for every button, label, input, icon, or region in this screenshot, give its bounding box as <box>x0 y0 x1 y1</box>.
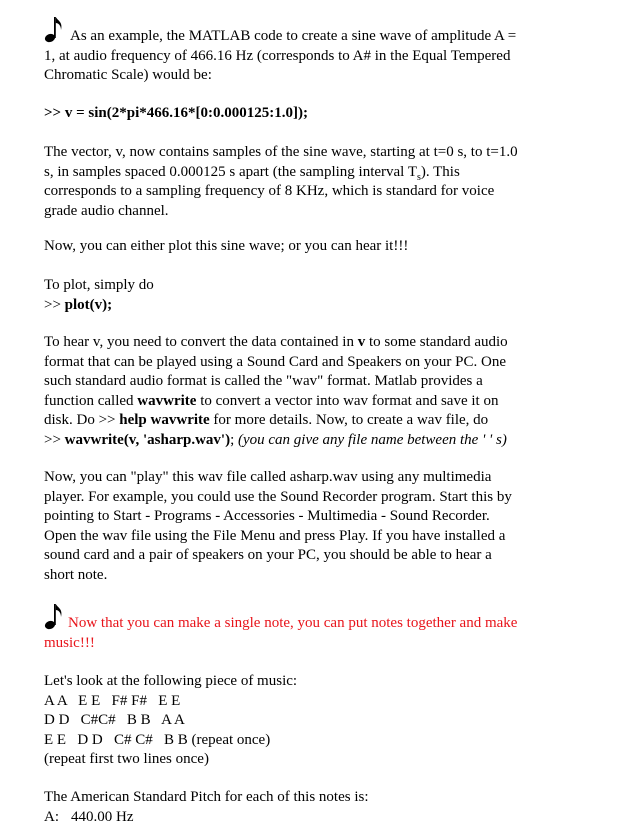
hear-line <box>44 411 596 431</box>
play-paragraph <box>44 468 596 585</box>
play-line: short note. <box>44 566 108 583</box>
hear-text: disk. Do >> <box>44 412 120 428</box>
piece-intro: Let's look at the following piece of music: <box>44 673 298 689</box>
hear-text: to some standard audio <box>365 334 508 350</box>
intro-paragraph <box>44 27 596 86</box>
plot-command-line <box>44 296 596 316</box>
piece-notes-line: D D C#C# B B A A <box>44 712 185 728</box>
intro-line: As an example, the MATLAB code to create a sine wave of amplitude A = <box>70 28 517 44</box>
music-heading-line: music!!! <box>44 634 95 651</box>
hear-line <box>44 392 596 412</box>
vector-line-part: s, in samples spaced 0.000125 s apart (the sampling interval T <box>44 163 417 180</box>
hear-bold: v <box>357 334 366 350</box>
hear-line: such standard audio format is called the "wav" format. Matlab provides a <box>44 373 483 389</box>
hear-text: function called <box>44 392 138 409</box>
play-line: player. For example, you could use the Sound Recorder program. Start this by <box>44 488 512 505</box>
piece-paragraph <box>44 672 596 770</box>
prompt: >> <box>44 296 65 313</box>
either-paragraph <box>44 237 596 257</box>
hear-line <box>44 333 596 353</box>
play-line: Open the wav file using the File Menu and press Play. If you have installed a <box>44 527 506 544</box>
hear-text: To hear v, you need to convert the data contained in <box>44 334 358 350</box>
play-line: pointing to Start - Programs - Accessories - Multimedia - Sound Recorder. <box>44 508 490 524</box>
pitch-frequency: 440.00 Hz <box>71 808 134 825</box>
piece-notes-line: A A E E F# F# E E <box>44 692 181 709</box>
vector-line: corresponds to a sampling frequency of 8 KHz, which is standard for voice <box>44 183 495 199</box>
code-sine-text: >> v = sin(2*pi*466.16*[0:0.000125:1.0]); <box>44 105 308 121</box>
intro-line: Chromatic Scale) would be: <box>44 67 212 83</box>
pitch-note: A: <box>44 808 59 825</box>
pitch-row <box>44 808 596 828</box>
hear-line <box>44 431 596 451</box>
pitch-paragraph <box>44 788 596 827</box>
vector-line: grade audio channel. <box>44 202 169 219</box>
piece-notes-line: (repeat first two lines once) <box>44 751 209 767</box>
subscript: s <box>416 171 421 183</box>
plot-paragraph <box>44 276 596 315</box>
hear-bold: help wavwrite <box>119 412 210 428</box>
play-line: sound card and a pair of speakers on your PC, you should be able to hear a <box>44 547 492 563</box>
vector-paragraph <box>44 143 596 221</box>
plot-line: To plot, simply do <box>44 277 154 293</box>
hear-text: >> <box>44 431 65 448</box>
hear-paragraph <box>44 333 596 450</box>
hear-text: for more details. Now, to create a wav file, do <box>209 412 489 428</box>
plot-command: plot(v); <box>64 296 113 313</box>
hear-line: format that can be played using a Sound Card and Speakers on your PC. One <box>44 353 506 370</box>
either-line: Now, you can either plot this sine wave; or you can hear it!!! <box>44 238 409 254</box>
hear-italic: (you can give any file name between the ' ' s) <box>238 431 507 448</box>
pitch-intro: The American Standard Pitch for each of this notes is: <box>44 789 369 805</box>
music-heading <box>44 614 596 653</box>
intro-line: 1, at audio frequency of 466.16 Hz (corresponds to A# in the Equal Tempered <box>44 47 511 64</box>
hear-bold: wavwrite <box>137 392 197 409</box>
music-heading-line: Now that you can make a single note, you can put notes together and make <box>68 615 518 631</box>
play-line: Now, you can "play" this wav file called asharp.wav using any multimedia <box>44 469 492 485</box>
hear-bold: wavwrite(v, 'asharp.wav') <box>64 431 231 448</box>
vector-line-part: ). This <box>420 163 460 180</box>
vector-line <box>44 163 596 183</box>
hear-text: to convert a vector into wav format and save it on <box>196 392 499 409</box>
vector-line: The vector, v, now contains samples of the sine wave, starting at t=0 s, to t=1.0 <box>44 144 518 160</box>
code-sine <box>44 104 596 124</box>
piece-notes-line: E E D D C# C# B B (repeat once) <box>44 731 271 748</box>
hear-text: ; <box>230 431 238 448</box>
